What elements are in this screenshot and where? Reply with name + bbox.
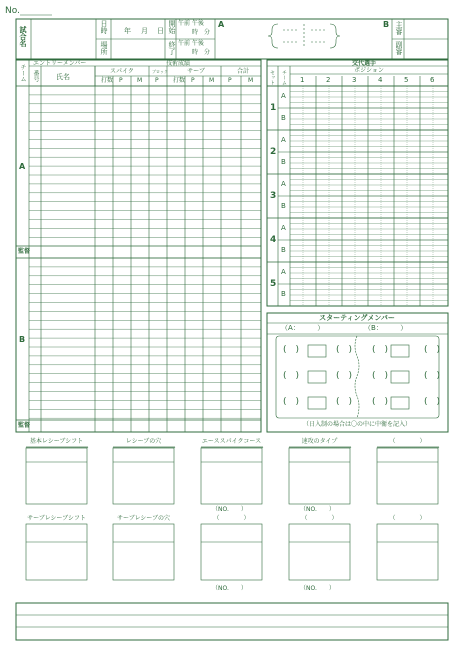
date-day: 日	[157, 27, 164, 35]
date-month: 月	[141, 27, 148, 35]
serve-header: サーブ	[187, 68, 205, 75]
substitution-header: 交代選手	[351, 60, 377, 67]
diagram-label-r2-4: （ ）	[389, 515, 426, 522]
end-ampm: 午前 午後	[178, 40, 204, 47]
court-diagram	[26, 524, 87, 580]
position-2: 2	[326, 76, 331, 84]
team-a-header: A	[218, 20, 225, 29]
position-box	[308, 397, 326, 409]
match-name-label: 試合名	[19, 26, 27, 47]
total-header: 合計	[236, 68, 250, 75]
set-1: 1	[270, 103, 277, 113]
skill-col-0: 打数	[101, 77, 114, 84]
paren-slot: ( )	[336, 345, 353, 355]
start-ampm: 午前 午後	[178, 20, 204, 27]
court-diagram	[113, 448, 174, 504]
paren-slot: ( )	[283, 345, 300, 355]
court-diagram	[201, 448, 262, 504]
set-2-team-a: A	[281, 136, 286, 144]
diagram-label-r1-4: （ ）	[389, 438, 426, 445]
spike-header: スパイク	[110, 68, 134, 75]
datetime-label: 日時	[100, 20, 108, 34]
position-1: 1	[300, 76, 305, 84]
diagram-label-r2-2: （ ）	[213, 515, 250, 522]
starting-team-a: （A： ）	[281, 324, 325, 332]
set-3: 3	[270, 191, 277, 201]
coach-a-label: 監督	[18, 248, 31, 255]
starting-note: （日入制の場合は〇の中に中衛を記入）	[302, 421, 412, 428]
team-b-label: B	[19, 335, 26, 344]
set-3-team-a: A	[281, 180, 286, 188]
starting-team-b: （B： ）	[364, 324, 408, 332]
position-box	[391, 345, 409, 357]
no-label-r1-1: （NO. ）	[300, 506, 335, 513]
position-box	[308, 345, 326, 357]
skill-col-3: P	[155, 77, 159, 84]
diagram-label-r2-0: サーブレシーブシフト	[27, 515, 86, 522]
end-time-units: 時 分	[192, 49, 211, 56]
diagram-label-r1-1: レシーブの穴	[125, 438, 162, 445]
position-6: 6	[430, 76, 435, 84]
end-label: 終了	[168, 41, 176, 55]
no-label-r2-0: （NO. ）	[212, 585, 247, 592]
paren-slot: ( )	[372, 371, 389, 381]
position-5: 5	[404, 76, 409, 84]
paren-slot: ( )	[372, 397, 389, 407]
skill-col-5: P	[191, 77, 195, 84]
set-4-team-a: A	[281, 224, 286, 232]
court-diagram	[289, 448, 350, 504]
set-3-team-b: B	[281, 202, 286, 210]
paren-slot: ( )	[424, 345, 441, 355]
set-5-team-a: A	[281, 268, 286, 276]
skill-col-7: P	[228, 77, 232, 84]
position-box	[391, 371, 409, 383]
court-diagram	[377, 448, 438, 504]
team-a-label: A	[19, 162, 26, 171]
venue-label: 場所	[100, 41, 108, 55]
team-col-label: チーム	[19, 64, 26, 82]
set-4-team-b: B	[281, 246, 286, 254]
set-1-team-b: B	[281, 114, 286, 122]
position-header: ポジション	[354, 67, 384, 74]
no-label: No.	[5, 6, 20, 16]
entry-header: エントリーメンバー	[33, 60, 87, 67]
date-year: 年	[124, 27, 131, 35]
position-box	[391, 397, 409, 409]
set-5-team-b: B	[281, 290, 286, 298]
block-header: ブロック	[152, 69, 168, 74]
set-2-team-b: B	[281, 158, 286, 166]
diagram-label-r2-1: サーブレシーブの穴	[116, 515, 171, 522]
set-2: 2	[270, 147, 277, 157]
paren-slot: ( )	[283, 371, 300, 381]
diagram-label-r1-2: エーススパイクコース	[201, 438, 262, 445]
paren-slot: ( )	[372, 345, 389, 355]
referee-label: 主審	[395, 21, 403, 35]
number-col-label: 番号	[32, 70, 39, 82]
skill-col-1: P	[119, 77, 123, 84]
diagram-label-r1-0: 基本レシーブシフト	[29, 438, 84, 445]
court-diagram	[201, 524, 262, 580]
skill-col-6: M	[209, 77, 215, 84]
starting-header: スターティングメンバー	[319, 314, 395, 322]
skill-header: 技術成績	[165, 60, 191, 67]
position-3: 3	[352, 76, 357, 84]
court-diagram	[289, 524, 350, 580]
position-4: 4	[378, 76, 383, 84]
position-box	[308, 371, 326, 383]
team-col-label-sub: チーム	[281, 70, 287, 85]
skill-col-4: 打数	[173, 77, 186, 84]
no-label-r2-1: （NO. ）	[300, 585, 335, 592]
set-1-team-a: A	[281, 92, 286, 100]
sub-referee-label: 副審	[395, 41, 403, 55]
court-diagram	[113, 524, 174, 580]
court-diagram	[26, 448, 87, 504]
paren-slot: ( )	[283, 397, 300, 407]
team-b-header: B	[383, 20, 390, 29]
paren-slot: ( )	[424, 371, 441, 381]
diagram-label-r2-3: （ ）	[301, 515, 338, 522]
paren-slot: ( )	[336, 371, 353, 381]
paren-slot: ( )	[336, 397, 353, 407]
start-time-units: 時 分	[192, 29, 211, 36]
set-4: 4	[270, 235, 277, 245]
paren-slot: ( )	[424, 397, 441, 407]
set-5: 5	[270, 279, 277, 289]
court-diagram	[377, 524, 438, 580]
start-label: 開始	[168, 20, 176, 34]
diagram-label-r1-3: 速攻のタイプ	[301, 438, 338, 445]
skill-col-2: M	[137, 77, 143, 84]
skill-col-8: M	[248, 77, 254, 84]
no-label-r1-0: （NO. ）	[212, 506, 247, 513]
name-col-label: 氏名	[56, 73, 70, 81]
set-col-label: セット	[269, 70, 275, 85]
coach-b-label: 監督	[18, 422, 31, 429]
